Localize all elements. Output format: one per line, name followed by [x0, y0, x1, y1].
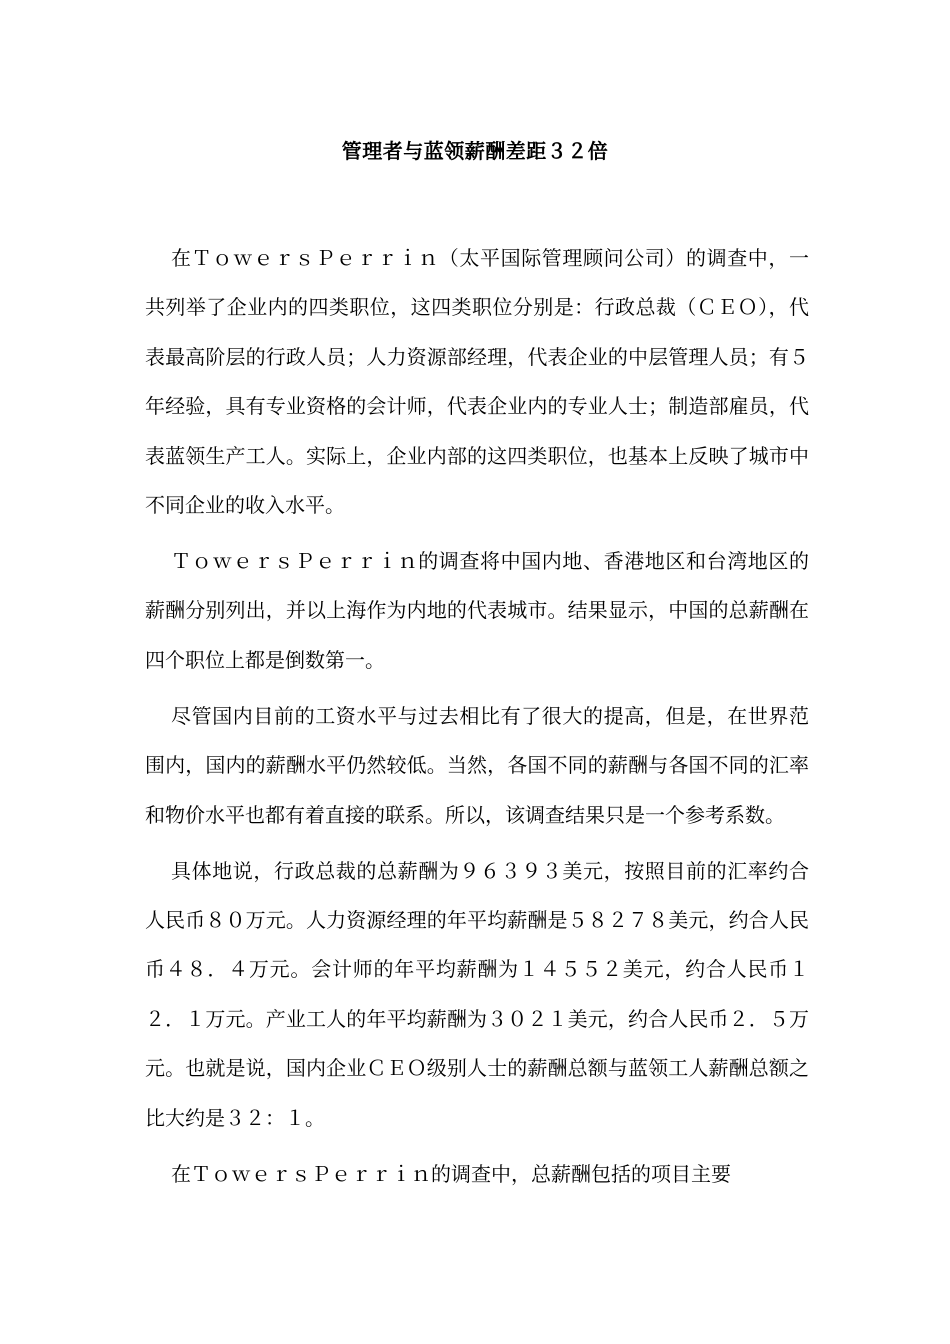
document-title: 管理者与蓝领薪酬差距３２倍: [341, 139, 609, 163]
paragraph-salary-context: 尽管国内目前的工资水平与过去相比有了很大的提高，但是，在世界范围内，国内的薪酬水平仍然较低。当然，各国不同的薪酬与各国不同的汇率和物价水平也都有着直接的联系。所以，该调查结果只是一个参考系数。: [145, 703, 809, 827]
paragraph-regional-comparison: ＴｏｗｅｒｓＰｅｒｒｉｎ的调查将中国内地、香港地区和台湾地区的薪酬分别列出，并以上海作为内地的代表城市。结果显示，中国的总薪酬在四个职位上都是倒数第一。: [145, 549, 809, 672]
paragraph-survey-intro: 在ＴｏｗｅｒｓＰｅｒｒｉｎ（太平国际管理顾问公司）的调查中，一共列举了企业内的四类职位，这四类职位分别是：行政总裁（ＣＥＯ），代表最高阶层的行政人员；人力资源部经理，代表企业的中层管理人员；有５年经验，具有专业资格的会计师，代表企业内的专业人士；制造部雇员，代表蓝领生产工人。实际上，企业内部的这四类职位，也基本上反映了城市中不同企业的收入水平。: [145, 246, 809, 518]
document-body: [145, 234, 809, 1199]
paragraph-total-compensation: 在ＴｏｗｅｒｓＰｅｒｒｉｎ的调查中，总薪酬包括的项目主要: [171, 1161, 731, 1186]
paragraph-salary-figures: 具体地说，行政总裁的总薪酬为９６３９３美元，按照目前的汇率约合人民币８０万元。人力资源经理的年平均薪酬是５８２７８美元，约合人民币４８．４万元。会计师的年平均薪酬为１４５５２美元，约合人民币１２．１万元。产业工人的年平均薪酬为３０２１美元，约合人民币２．５万元。也就是说，国内企业ＣＥＯ级别人士的薪酬总额与蓝领工人薪酬总额之比大约是３２：１。: [145, 858, 809, 1130]
